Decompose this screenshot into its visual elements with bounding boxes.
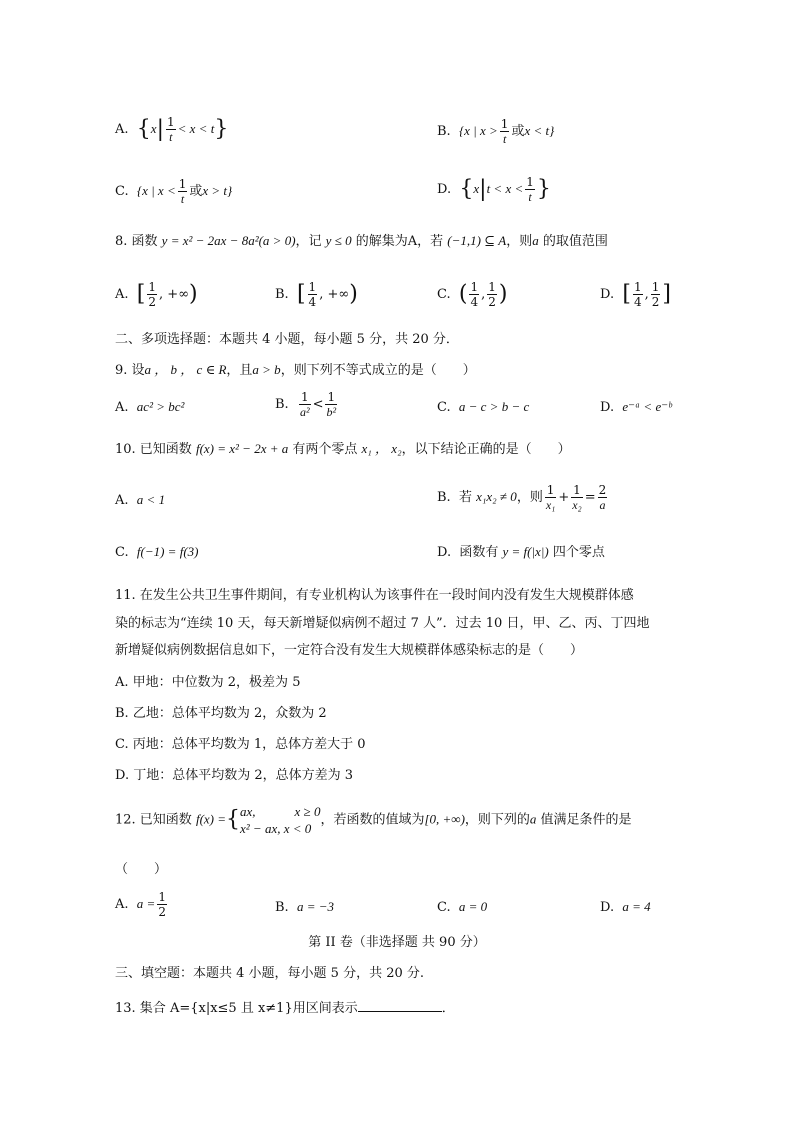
q8-stem: 8. 函数 y = x² − 2ax − 8a²(a > 0)，记 y ≤ 0 的解集为A，若 (−1,1) ⊆ A，则a 的取值范围 (115, 233, 608, 249)
q11-stem-line-1: 11. 在发生公共卫生事件期间，有专业机构认为该事件在一段时间内没有发生大规模群体感 (115, 588, 634, 603)
q11-option-d: D. 丁地：总体平均数为 2，总体方差为 3 (115, 768, 354, 783)
q12-option-b: B. a = −3 (275, 899, 334, 915)
q11-option-b: B. 乙地：总体平均数为 2，众数为 2 (115, 706, 327, 721)
q12-option-d: D. a = 4 (600, 899, 651, 915)
section-2-heading: 二、多项选择题：本题共 4 小题，每小题 5 分，共 20 分． (115, 332, 459, 347)
q12-answer-paren: （ ） (115, 862, 168, 877)
q11-stem-line-2: 染的标志为“连续 10 天，每天新增疑似病例不超过 7 人”．过去 10 日，甲、乙、丙、丁四地 (115, 616, 650, 631)
q11-stem-line-3: 新增疑似病例数据信息如下，一定符合没有发生大规模群体感染标志的是（ ） (115, 643, 584, 658)
q10-option-c: C. f(−1) = f(3) (115, 544, 199, 560)
q10-option-a: A. a < 1 (115, 492, 166, 508)
q11-option-c: C. 丙地：总体平均数为 1，总体方差大于 0 (115, 737, 366, 752)
q12-option-a: A. a = $\frac{1}{2}$ (115, 890, 166, 919)
q9-option-a: A. ac² > bc² (115, 399, 185, 415)
q8-option-c: C. ( $\frac{1}{4}$ , $\frac{1}{2}$ ) (437, 280, 508, 309)
q10-option-b: B. 若 x₁x₂ ≠ 0，则 $\frac{1}{\text{x₁}}$ + $\frac{1}{\text{x₂}}$ = $\frac{2}{a}$ (437, 483, 607, 512)
q8-option-b: B. [ $\frac{1}{4}$ , +∞) (275, 280, 358, 309)
q12-option-c: C. a = 0 (437, 899, 488, 915)
q7-option-c: C. {x | x < $\frac{1}{t}$ 或x > t} (115, 177, 233, 206)
q7-option-b: B. {x | x > $\frac{1}{t}$ 或x < t} (437, 117, 555, 146)
part-2-heading: 第 II 卷（非选择题 共 90 分） (308, 935, 486, 950)
q9-option-d: D. e⁻ᵃ < e⁻ᵇ (600, 399, 672, 415)
q11-option-a: A. 甲地：中位数为 2，极差为 5 (115, 675, 301, 690)
q13-answer-blank[interactable] (358, 997, 442, 1012)
q10-option-d: D. 函数有 y = f(|x|) 四个零点 (437, 544, 605, 560)
q12-stem: 12. 已知函数 f(x) ={ ax, x ≥ 0 x² − ax, x < 0 ，若函数的值域为[0, +∞)，则下列的a 值满足条件的是 (115, 804, 632, 836)
q8-option-a: A. [ $\frac{1}{2}$ , +∞) (115, 280, 198, 309)
q9-option-b: B. $\frac{1}{\text{a²}}$ < $\frac{1}{\text{b²}}$ (275, 390, 337, 419)
section-3-heading: 三、填空题：本题共 4 小题，每小题 5 分，共 20 分. (115, 966, 425, 981)
q9-stem: 9. 设a ， b ， c ∈ R，且a > b，则下列不等式成立的是（ ） (115, 362, 476, 378)
q7-option-d: D. {x|t < x < $\frac{1}{t}$ } (437, 175, 551, 204)
q7-option-a: A. {x| $\frac{1}{t}$ < x < t} (115, 115, 229, 144)
q9-option-c: C. a − c > b − c (437, 399, 530, 415)
q8-option-d: D. [ $\frac{1}{4}$ , $\frac{1}{2}$ ] (600, 280, 671, 309)
q10-stem: 10. 已知函数 f(x) = x² − 2x + a 有两个零点 x₁ ， x₂，以下结论正确的是（ ） (115, 441, 571, 457)
q13-stem: 13. 集合 A={x|x≤5 且 x≠1}用区间表示 ． (115, 997, 455, 1018)
